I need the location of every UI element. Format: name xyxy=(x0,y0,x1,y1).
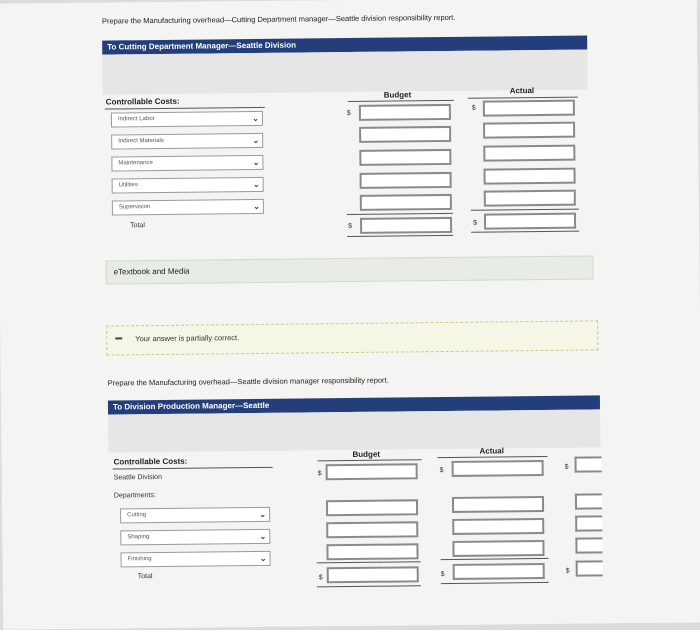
department-select-finishing[interactable] xyxy=(120,551,270,568)
cutting-budget-input[interactable] xyxy=(326,499,418,516)
department-select-shaping[interactable] xyxy=(120,529,270,546)
seattle-division-label: Seattle Division xyxy=(113,473,162,482)
section2-total-label: Total xyxy=(137,573,153,581)
budget-total-input[interactable] xyxy=(360,217,452,234)
currency-symbol: $ xyxy=(348,222,353,231)
shaping-third-input[interactable] xyxy=(575,515,602,531)
department-select-cutting[interactable] xyxy=(120,507,270,524)
actual-input-indirect-labor[interactable] xyxy=(483,100,575,117)
seattle-budget-input[interactable] xyxy=(326,463,418,480)
total-rule xyxy=(317,561,421,563)
section2-label-rule xyxy=(113,467,273,470)
budget-input-utilities[interactable] xyxy=(360,172,452,189)
section2-header-area xyxy=(108,409,600,452)
select-label: Supervision xyxy=(118,204,151,211)
currency-symbol: $ xyxy=(346,109,351,118)
feedback-box xyxy=(106,320,598,355)
chevron-down-icon: ⌄ xyxy=(252,179,260,190)
section2-budget-header: Budget xyxy=(352,449,381,459)
section1-total-label: Total xyxy=(130,222,145,230)
total-rule xyxy=(471,209,579,211)
shaping-actual-input[interactable] xyxy=(452,518,544,535)
select-label: Finishing xyxy=(127,556,152,563)
total-double-rule xyxy=(441,582,549,584)
section2-third-total-input[interactable] xyxy=(576,560,603,576)
actual-total-input[interactable] xyxy=(484,213,576,230)
section1-actual-header: Actual xyxy=(509,86,535,96)
section2-title: To Division Production Manager—Seattle xyxy=(108,395,600,414)
cutting-third-input[interactable] xyxy=(575,493,602,509)
section1-title: To Cutting Department Manager—Seattle Division xyxy=(102,36,587,55)
section2-actual-rule xyxy=(438,456,548,458)
section2-actual-total-input[interactable] xyxy=(453,563,545,580)
currency-symbol: $ xyxy=(471,104,476,112)
budget-input-indirect-labor[interactable] xyxy=(359,104,451,121)
cost-select-maintenance[interactable] xyxy=(111,155,263,172)
finishing-budget-input[interactable] xyxy=(326,543,418,560)
chevron-down-icon: ⌄ xyxy=(252,135,260,146)
currency-symbol: $ xyxy=(564,463,569,471)
section1-intro: Prepare the Manufacturing overhead—Cutting Department manager—Seattle division responsibility report. xyxy=(101,12,456,26)
chevron-down-icon: ⌄ xyxy=(253,201,260,212)
currency-symbol: $ xyxy=(565,567,570,575)
section2-budget-total-input[interactable] xyxy=(327,566,419,583)
total-double-rule xyxy=(317,585,421,587)
chevron-down-icon: ⌄ xyxy=(259,553,267,563)
select-label: Shaping xyxy=(127,534,150,541)
total-double-rule xyxy=(347,235,453,237)
total-rule xyxy=(347,213,453,215)
chevron-down-icon: ⌄ xyxy=(252,113,260,124)
actual-input-utilities[interactable] xyxy=(483,168,575,185)
section2-intro: Prepare the Manufacturing overhead—Seattle division manager responsibility report. xyxy=(107,375,389,388)
cutting-actual-input[interactable] xyxy=(452,496,544,513)
etextbook-media-link[interactable]: eTextbook and Media xyxy=(105,255,593,284)
select-label: Maintenance xyxy=(118,160,153,167)
minus-icon xyxy=(115,337,122,339)
actual-input-maintenance[interactable] xyxy=(483,145,575,162)
currency-symbol: $ xyxy=(317,470,322,478)
seattle-third-input[interactable] xyxy=(575,456,602,472)
select-label: Cutting xyxy=(127,512,147,519)
feedback-text: Your answer is partially correct. xyxy=(135,333,240,344)
select-label: Utilities xyxy=(118,182,139,189)
budget-input-supervision[interactable] xyxy=(360,194,452,211)
select-label: Indirect Labor xyxy=(117,116,155,123)
actual-input-supervision[interactable] xyxy=(484,190,576,207)
currency-symbol: $ xyxy=(439,467,444,475)
section1-budget-rule xyxy=(348,100,454,102)
shaping-budget-input[interactable] xyxy=(326,521,418,538)
total-double-rule xyxy=(471,231,579,233)
departments-label: Departments: xyxy=(113,492,156,500)
finishing-third-input[interactable] xyxy=(575,537,602,553)
chevron-down-icon: ⌄ xyxy=(252,157,260,168)
section1-controllable-label: Controllable Costs: xyxy=(105,96,180,107)
chevron-down-icon: ⌄ xyxy=(259,509,267,519)
section2-budget-rule xyxy=(318,459,422,461)
section1-actual-rule xyxy=(468,97,578,99)
actual-input-indirect-materials[interactable] xyxy=(483,122,575,139)
currency-symbol: $ xyxy=(473,219,478,227)
cost-select-indirect-labor[interactable] xyxy=(111,111,263,128)
cost-select-indirect-materials[interactable] xyxy=(111,133,263,150)
chevron-down-icon: ⌄ xyxy=(259,531,267,541)
cost-select-utilities[interactable] xyxy=(112,177,264,194)
section2-controllable-label: Controllable Costs: xyxy=(113,456,188,467)
section2-actual-header: Actual xyxy=(479,446,504,456)
cost-select-supervision[interactable] xyxy=(112,199,264,216)
finishing-actual-input[interactable] xyxy=(452,540,544,557)
currency-symbol: $ xyxy=(318,574,323,582)
section1-budget-header: Budget xyxy=(383,90,412,100)
seattle-actual-input[interactable] xyxy=(452,460,544,477)
select-label: Indirect Materials xyxy=(118,137,164,145)
currency-symbol: $ xyxy=(440,571,445,579)
budget-input-maintenance[interactable] xyxy=(359,149,451,166)
section1-label-rule xyxy=(105,107,265,110)
budget-input-indirect-materials[interactable] xyxy=(359,126,451,143)
total-rule xyxy=(441,558,549,560)
